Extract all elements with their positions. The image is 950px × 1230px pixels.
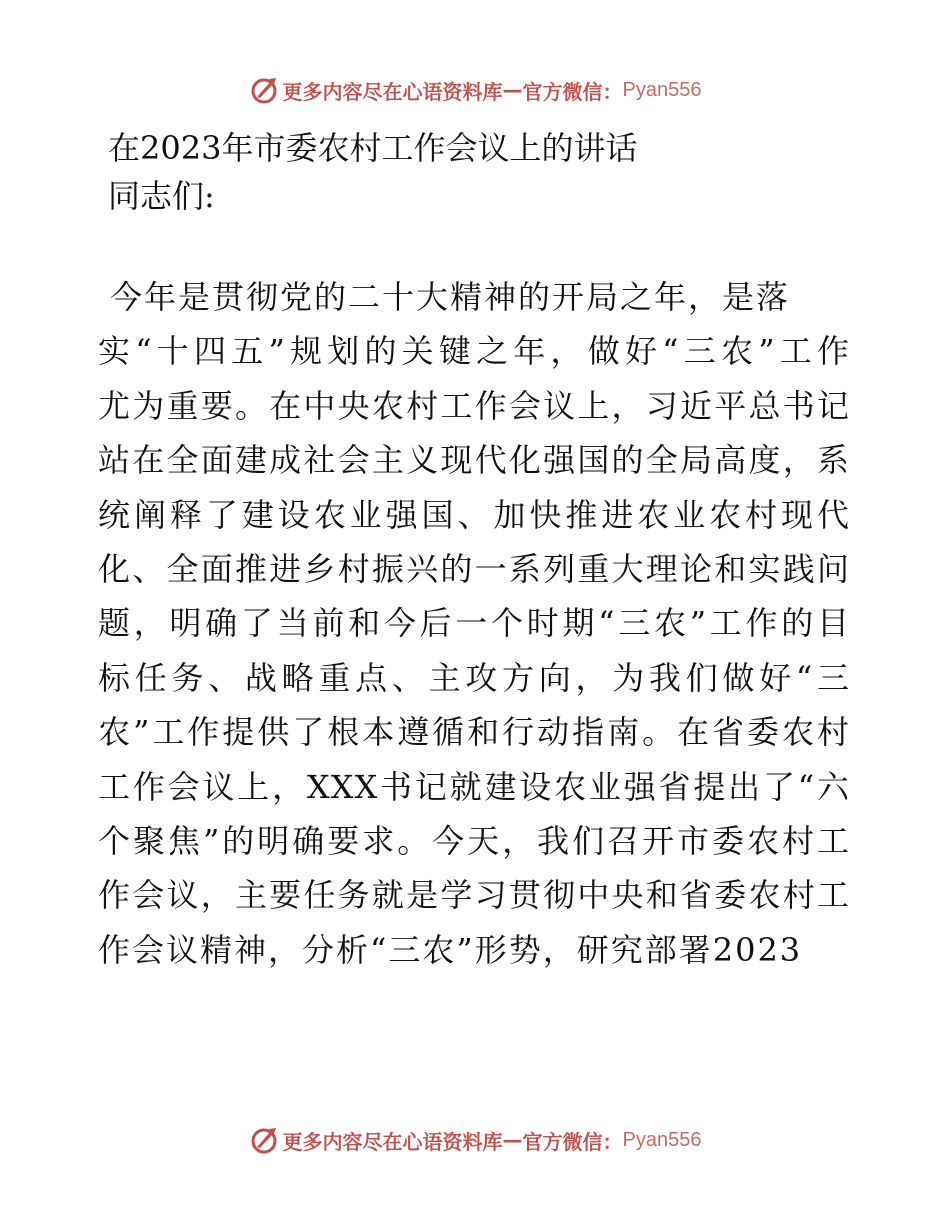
paragraph-line: 个聚焦”的明确要求。今天，我们召开市委农村工: [98, 821, 850, 860]
watermark-dash: —: [502, 78, 523, 102]
document-paragraph: [98, 270, 850, 977]
document-greeting: 同志们:: [108, 177, 215, 215]
paragraph-line: 作会议精神，分析“三农”形势，研究部署2023: [98, 930, 803, 969]
watermark-site-name: 更多内容尽在心语资料库: [282, 79, 503, 104]
watermark-wechat-label: 官方微信：: [522, 1129, 623, 1154]
watermark-site-name: 更多内容尽在心语资料库: [282, 1129, 503, 1154]
watermark-wechat-label: 官方微信：: [522, 79, 623, 104]
document-title: 在2023年市委农村工作会议上的讲话: [108, 129, 638, 167]
paragraph-line: 实“十四五”规划的关键之年，做好“三农”工作: [98, 332, 850, 371]
watermark-dash: —: [502, 1128, 523, 1152]
paragraph-line: 统阐释了建设农业强国、加快推进农业农村现代: [98, 495, 850, 534]
paragraph-line: 题，明确了当前和今后一个时期“三农”工作的目: [98, 604, 850, 643]
watermark-wechat-id: Pyan556: [622, 1128, 702, 1151]
paragraph-line: 尤为重要。在中央农村工作会议上，习近平总书记: [98, 386, 850, 425]
paragraph-line: 作会议，主要任务就是学习贯彻中央和省委农村工: [98, 876, 850, 915]
watermark-header: [0, 70, 950, 110]
quill-circle-icon: [249, 1125, 279, 1155]
paragraph-line: 农”工作提供了根本遵循和行动指南。在省委农村: [98, 713, 850, 752]
paragraph-line: 工作会议上，XXX书记就建设农业强省提出了“六: [98, 767, 850, 806]
quill-circle-icon: [249, 75, 279, 105]
paragraph-line: 站在全面建成社会主义现代化强国的全局高度，系: [98, 441, 850, 480]
watermark-footer: [0, 1120, 950, 1160]
paragraph-line: 标任务、战略重点、主攻方向，为我们做好“三: [98, 658, 850, 697]
watermark-wechat-id: Pyan556: [622, 78, 702, 101]
paragraph-line: 化、全面推进乡村振兴的一系列重大理论和实践问: [98, 549, 850, 588]
paragraph-line: 今年是贯彻党的二十大精神的开局之年，是落: [110, 278, 791, 316]
